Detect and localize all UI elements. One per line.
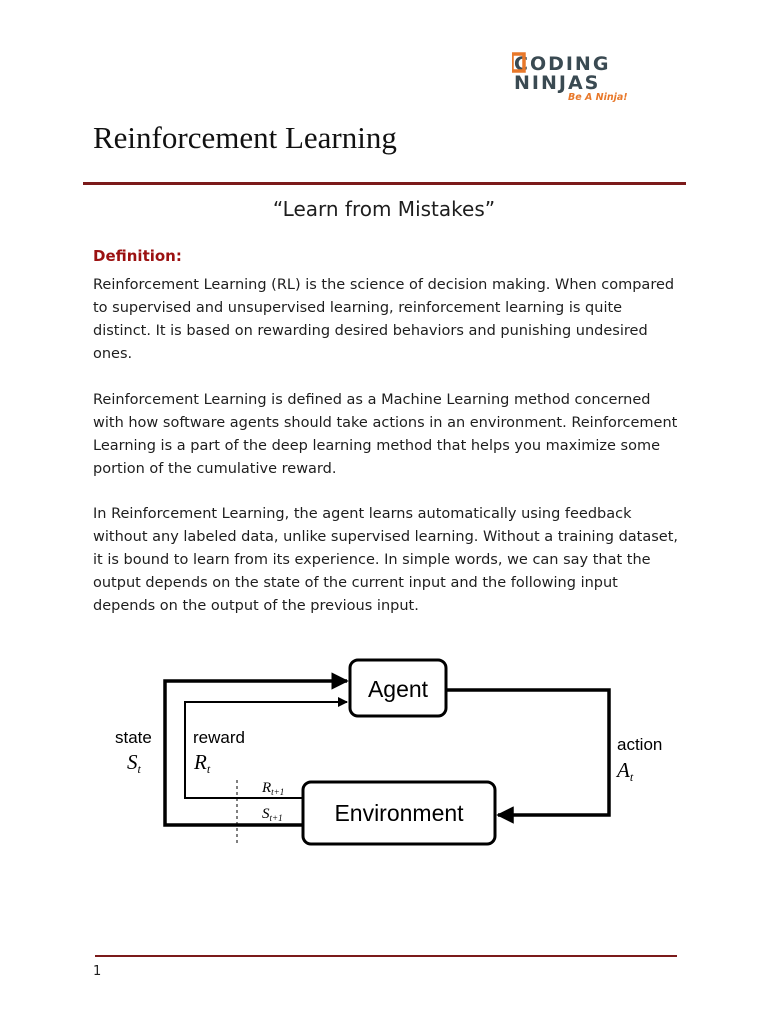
reward-label: reward: [193, 728, 245, 747]
paragraph-3: In Reinforcement Learning, the agent learns automatically using feedback without any labeled data, unlike supervised learning. Without a training dataset, it is bound to learn from its experience. In simple words, we can say that the output depends on the state of the current input and the following input depends on the output of the previous input.: [93, 506, 678, 614]
next-reward-symbol: $R_{t+1}$: [262, 780, 285, 797]
state-symbol: St: [127, 750, 141, 776]
next-state-symbol: $S_{t+1}$: [262, 806, 283, 823]
reward-symbol: Rt: [194, 750, 211, 776]
title-divider: [83, 182, 686, 185]
definition-heading: Definition:: [93, 247, 182, 265]
action-symbol: At: [617, 758, 634, 784]
page-number: 1: [93, 964, 102, 979]
action-label: action: [617, 735, 663, 754]
paragraph-1: Reinforcement Learning (RL) is the science of decision making. When compared to supervised and unsupervised learning, reinforcement learning is quite distinct. It is based on rewarding desired behaviors and punishing undesired ones.: [93, 277, 675, 362]
footer-divider: [95, 955, 677, 957]
state-label: state: [115, 728, 152, 747]
environment-label: Environment: [334, 800, 464, 826]
subtitle-quote: “Learn from Mistakes”: [272, 197, 496, 221]
page-title: Reinforcement Learning: [93, 120, 397, 155]
logo-line1: CODING: [514, 53, 611, 75]
paragraph-2: Reinforcement Learning is defined as a Machine Learning method concerned with how software agents should take actions in an environment. Reinforcement Learning is a part of the deep learning method that helps you maximize some portion of the cumulative reward.: [93, 392, 678, 477]
coding-ninjas-logo: [512, 50, 632, 102]
logo-line2: NINJAS: [514, 72, 601, 94]
logo-tagline: Be A Ninja!: [568, 92, 628, 102]
rl-diagram: [100, 650, 680, 860]
agent-label: Agent: [367, 676, 429, 702]
